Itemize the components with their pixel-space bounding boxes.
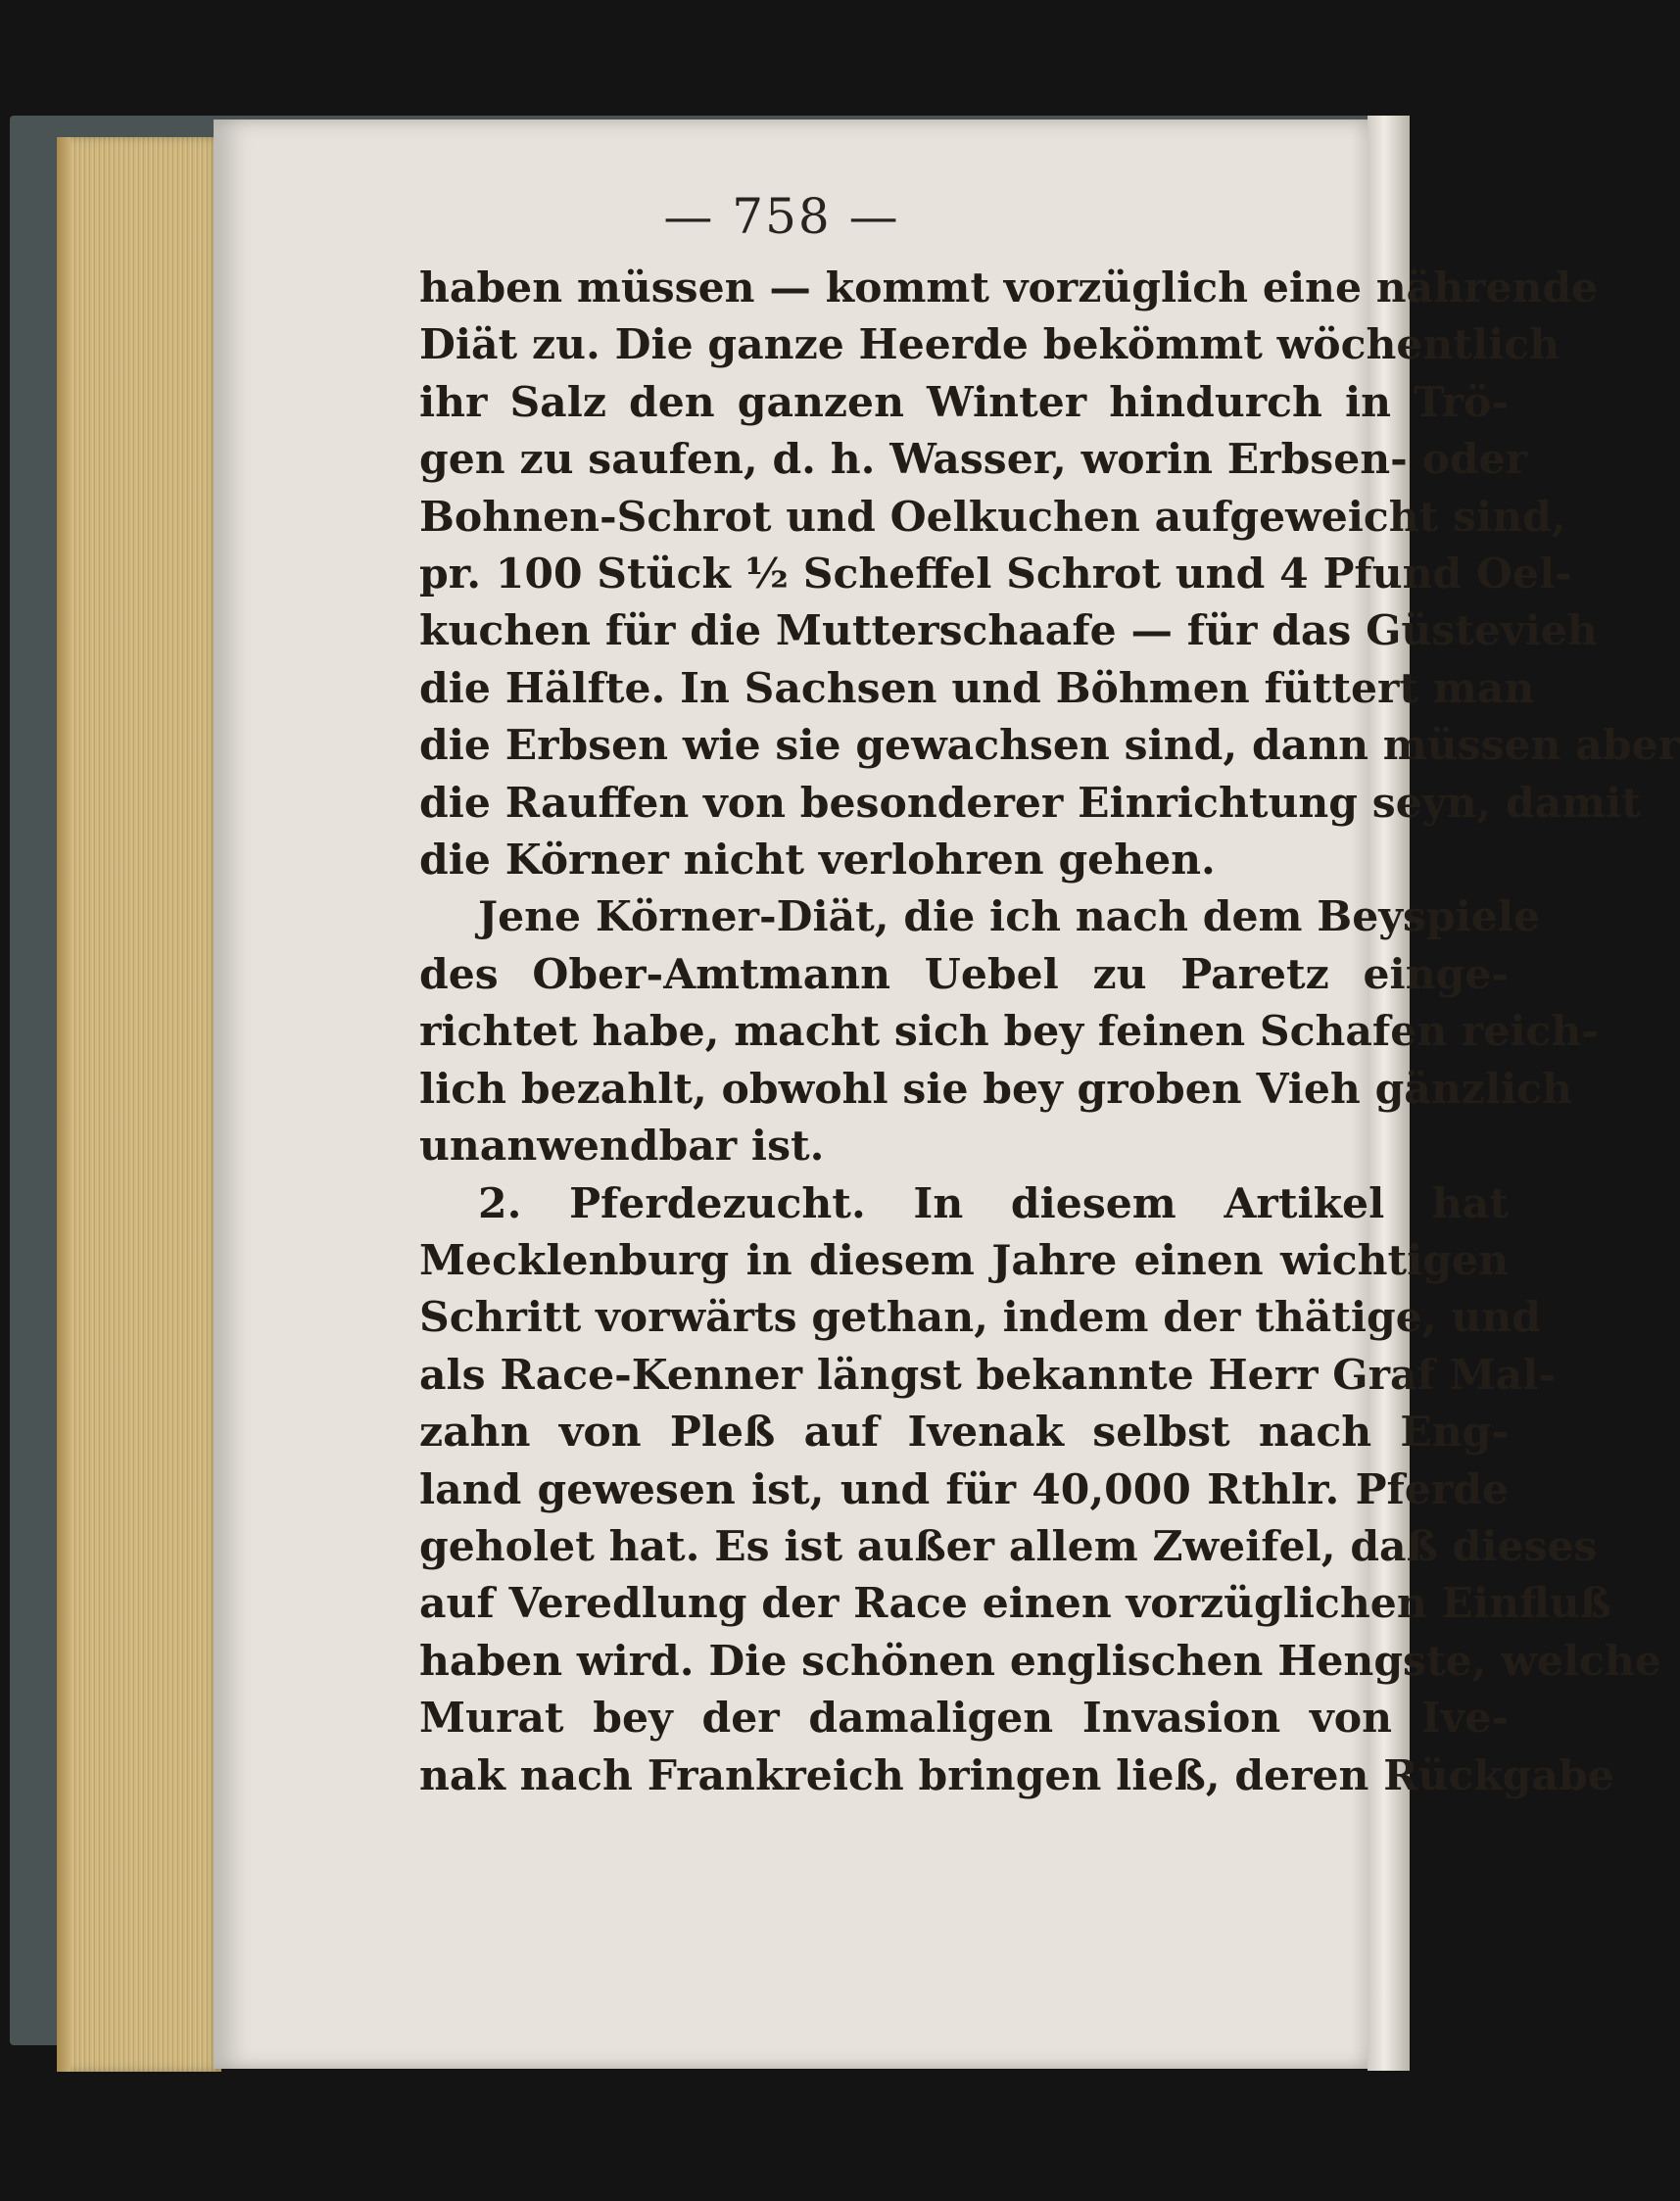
text-line: haben müssen — kommt vorzüglich eine nährende: [419, 263, 1599, 312]
text-line: pr. 100 Stück ½ Scheffel Schrot und 4 Pfund Oel-: [419, 550, 1572, 599]
text-line: als Race-Kenner längst bekannte Herr Graf Mal-: [419, 1350, 1556, 1400]
text-line: des Ober-Amtmann Uebel zu Paretz einge-: [419, 949, 1509, 999]
text-line: zahn von Pleß auf Ivenak selbst nach Eng-: [419, 1408, 1509, 1458]
text-line: ihr Salz den ganzen Winter hindurch in Trö-: [419, 377, 1509, 427]
text-line: geholet hat. Es ist außer allem Zweifel, daß dieses: [419, 1521, 1598, 1571]
text-line: Schritt vorwärts gethan, indem der thätige, und: [419, 1293, 1541, 1343]
page-number: — 758 —: [663, 188, 900, 245]
text-line: Diät zu. Die ganze Heerde bekömmt wöchentlich: [419, 320, 1560, 370]
page-edges: [57, 137, 221, 2072]
page-text: [419, 260, 1680, 1804]
text-line: Mecklenburg in diesem Jahre einen wichtigen: [419, 1235, 1509, 1285]
text-line: 2. Pferdezucht. In diesem Artikel hat: [478, 1178, 1509, 1228]
text-line: haben wird. Die schönen englischen Hengste, welche: [419, 1636, 1661, 1686]
text-line: gen zu saufen, d. h. Wasser, worin Erbsen- oder: [419, 435, 1528, 485]
text-line: richtet habe, macht sich bey feinen Schafen reich-: [419, 1007, 1599, 1057]
text-line: Jene Körner-Diät, die ich nach dem Beyspiele: [478, 892, 1540, 942]
text-line: kuchen für die Mutterschaafe — für das Güstevieh: [419, 606, 1598, 656]
text-line: lich bezahlt, obwohl sie bey groben Vieh gänzlich: [419, 1064, 1572, 1114]
text-line: Bohnen-Schrot und Oelkuchen aufgeweicht sind,: [419, 492, 1566, 542]
text-line: auf Veredlung der Race einen vorzüglichen Einfluß: [419, 1579, 1612, 1629]
text-line: die Körner nicht verlohren gehen.: [419, 836, 1216, 885]
text-line: die Hälfte. In Sachsen und Böhmen füttert man: [419, 663, 1535, 713]
text-line: die Erbsen wie sie gewachsen sind, dann müssen aber: [419, 721, 1680, 771]
text-line: die Rauffen von besonderer Einrichtung seyn, damit: [419, 778, 1641, 828]
text-line: Murat bey der damaligen Invasion von Ive-: [419, 1694, 1509, 1744]
text-line: unanwendbar ist.: [419, 1122, 825, 1172]
book-page: [214, 120, 1680, 2069]
text-line: nak nach Frankreich bringen ließ, deren Rückgabe: [419, 1750, 1614, 1800]
text-line: land gewesen ist, und für 40,000 Rthlr. Pferde: [419, 1464, 1509, 1514]
